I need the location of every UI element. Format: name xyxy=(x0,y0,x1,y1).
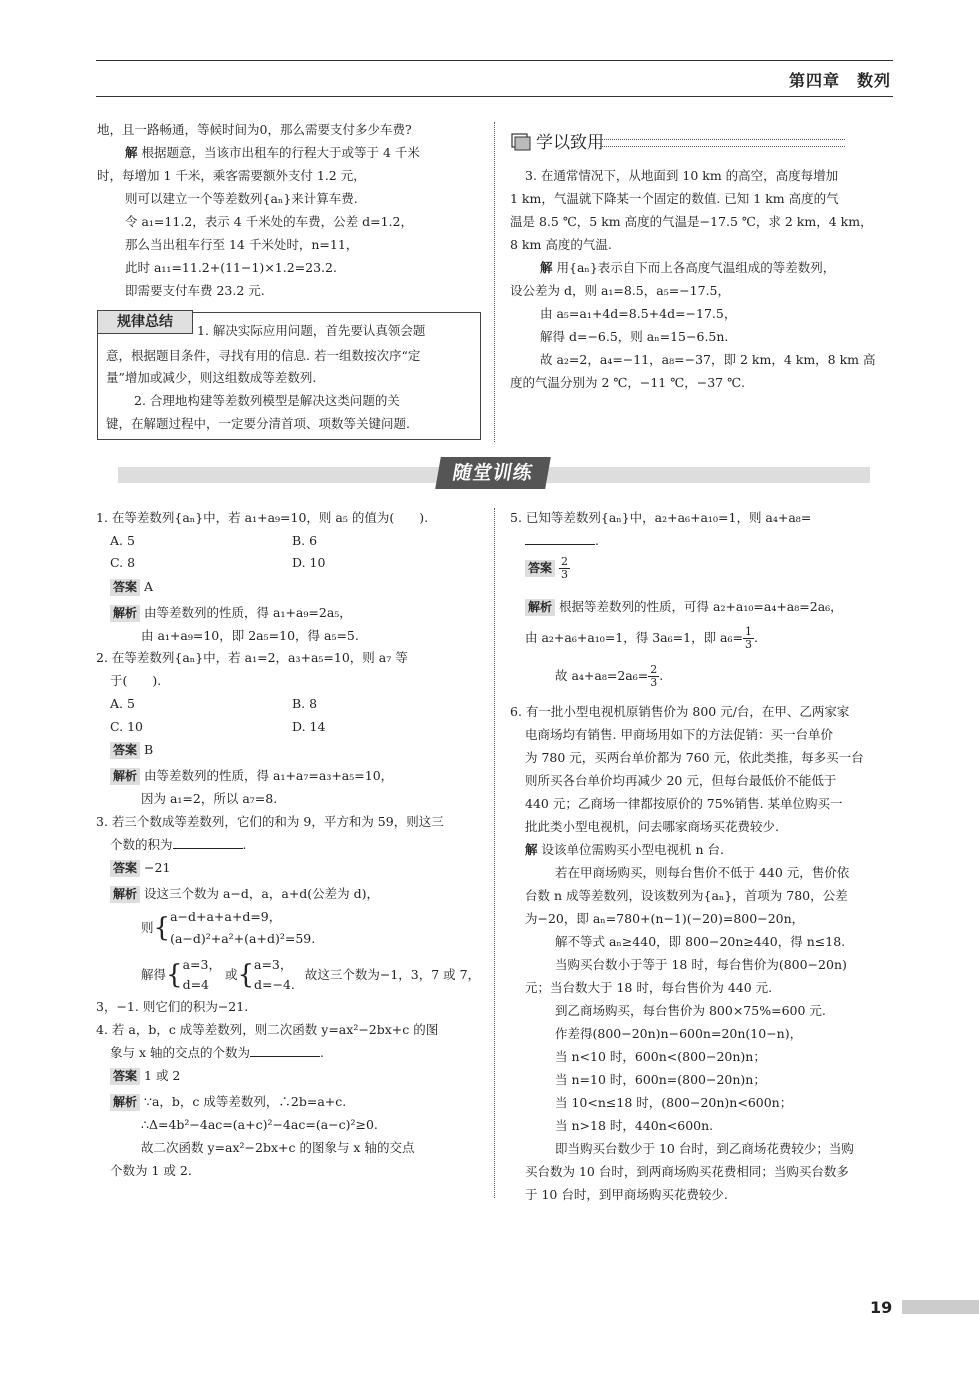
training-title: 随堂训练 xyxy=(435,457,551,489)
rule-line: 意，根据题目条件，寻找有用的信息. 若一组数按次序“定 xyxy=(106,348,421,363)
column-divider xyxy=(494,122,495,442)
analysis-line: 解析 根据等差数列的性质，可得 a₂+a₁₀=a₄+a₈=2a₆， xyxy=(525,597,843,617)
question-stem: 5. 已知等差数列{aₙ}中，a₂+a₆+a₁₀=1，则 a₄+a₈= xyxy=(510,510,812,525)
option: B. 6 xyxy=(292,533,318,548)
equation-system: 则{ a−d+a+a+d=9， (a−d)²+a²+(a+d)²=59. xyxy=(141,909,316,946)
analysis-line: 解析 由等差数列的性质，得 a₁+a₇=a₃+a₅=10， xyxy=(110,766,393,786)
analysis-line: ∴Δ=4b²−4ac=(a+c)²−4ac=(a−c)²≥0. xyxy=(141,1117,378,1132)
option: D. 10 xyxy=(292,555,326,570)
rule-line: 2. 合理地构建等差数列模型是解决这类问题的关 xyxy=(134,393,400,408)
apply-line: 故 a₂=2，a₄=−11，a₈=−37，即 2 km，4 km，8 km 高 xyxy=(540,352,876,367)
solution-label: 解 xyxy=(125,145,138,160)
notebook-icon xyxy=(510,131,532,151)
analysis-line: 解析 ∵a，b，c 成等差数列，∴2b=a+c. xyxy=(110,1092,346,1112)
solution-line: 若在甲商场购买，则每台售价不低于 440 元，售价依 xyxy=(555,865,850,880)
solution-line: 为−20，即 aₙ=780+(n−1)(−20)=800−20n， xyxy=(525,911,805,926)
analysis-line: 由 a₁+a₉=10，即 2a₅=10，得 a₅=5. xyxy=(141,628,359,643)
header-bottom-rule xyxy=(96,96,893,97)
apply-title-rule xyxy=(600,139,845,147)
question-stem: 为 780 元，买两台单价都为 760 元，依此类推，每多买一台 xyxy=(525,750,864,765)
analysis-line: 解析 由等差数列的性质，得 a₁+a₉=2a₅， xyxy=(110,603,352,623)
apply-line: 8 km 高度的气温. xyxy=(510,237,612,252)
apply-section-title: 学以致用 xyxy=(536,133,604,153)
text-line: 地，且一路畅通，等候时间为0，那么需要支付多少车费? xyxy=(97,122,412,137)
page-number: 19 xyxy=(870,1298,893,1317)
text-line: 时，每增加 1 千米，乘客需要额外支付 1.2 元， xyxy=(97,168,366,183)
solution-line: 当 10<n≤18 时，(800−20n)n<600n； xyxy=(555,1095,793,1110)
text-line: 解 根据题意，当该市出租车的行程大于或等于 4 千米 xyxy=(125,145,420,160)
option: C. 10 xyxy=(110,719,143,734)
question-stem: 批此类小型电视机，问去哪家商场买花费较少. xyxy=(525,819,779,834)
option: A. 5 xyxy=(110,696,135,711)
option: A. 5 xyxy=(110,533,135,548)
question-stem: 则所买各台单价均再减少 20 元，但每台最低价不能低于 xyxy=(525,773,837,788)
text-line: 即需要支付车费 23.2 元. xyxy=(125,283,265,298)
question-stem: 个数的积为 . xyxy=(110,837,247,852)
header-top-rule xyxy=(96,60,893,61)
solution-line: 当购买台数小于等于 18 时，每台售价为(800−20n) xyxy=(555,957,847,972)
option: D. 14 xyxy=(292,719,326,734)
question-stem: 3. 若三个数成等差数列，它们的和为 9，平方和为 59，则这三 xyxy=(96,814,444,829)
apply-line: 3. 在通常情况下，从地面到 10 km 的高空，高度每增加 xyxy=(525,168,839,183)
analysis-line: 个数为 1 或 2. xyxy=(110,1163,192,1178)
solution-line: 台数 n 成等差数列，设该数列为{aₙ}，首项为 780，公差 xyxy=(525,888,848,903)
analysis-line: 3，−1. 则它们的积为−21. xyxy=(96,999,249,1014)
question-stem: 于( ). xyxy=(110,673,162,688)
solution-line: 解不等式 aₙ≥440，即 800−20n≥440，得 n≤18. xyxy=(555,934,846,949)
solution-line: 元；当台数大于 18 时，每台售价为 440 元. xyxy=(525,980,773,995)
answer-line: 答案 −21 xyxy=(110,858,170,878)
question-stem: 1. 在等差数列{aₙ}中，若 a₁+a₉=10，则 a₅ 的值为( ). xyxy=(96,510,429,525)
answer-line: 答案 1 或 2 xyxy=(110,1066,180,1086)
analysis-line: 由 a₂+a₆+a₁₀=1，得 3a₆=1，即 a₆= $\frac{1}{3}$ . xyxy=(525,625,758,651)
solution-line: 买台数为 10 台时，到两商场购买花费相同；当购买台数多 xyxy=(525,1164,849,1179)
solution-line: 解 设该单位需购买小型电视机 n 台. xyxy=(525,842,724,857)
solution-line: 作差得(800−20n)n−600n=20n(10−n)， xyxy=(555,1026,803,1041)
answer-line: 答案 B xyxy=(110,740,153,760)
option: B. 8 xyxy=(292,696,318,711)
question-stem: 6. 有一批小型电视机原销售价为 800 元/台，在甲、乙两家家 xyxy=(510,704,850,719)
question-stem: 440 元；乙商场一律都按原价的 75%销售. 某单位购买一 xyxy=(525,796,843,811)
solution-line: 即当购买台数少于 10 台时，到乙商场花费较少；当购 xyxy=(555,1141,854,1156)
solution-line: 当 n=10 时，600n=(800−20n)n； xyxy=(555,1072,766,1087)
solution-line: 当 n>18 时，440n<600n. xyxy=(555,1118,714,1133)
apply-line: 由 a₅=a₁+4d=8.5+4d=−17.5， xyxy=(540,306,737,321)
rule-line: 键，在解题过程中，一定要分清首项、项数等关键问题. xyxy=(106,416,410,431)
rule-line: 1. 解决实际应用问题，首先要认真领会题 xyxy=(197,323,426,338)
question-stem: 2. 在等差数列{aₙ}中，若 a₁=2，a₃+a₅=10，则 a₇ 等 xyxy=(96,650,408,665)
question-stem: 象与 x 轴的交点的个数为 . xyxy=(110,1045,324,1060)
answer-line: 答案 $\frac{2}{3}$ xyxy=(525,556,570,581)
answer-blank: . xyxy=(525,531,599,551)
analysis-line: 故 a₄+a₈=2a₆= $\frac{2}{3}$ . xyxy=(555,663,664,689)
text-line: 令 a₁=11.2，表示 4 千米处的车费，公差 d=1.2， xyxy=(125,214,413,229)
option: C. 8 xyxy=(110,555,136,570)
analysis-line: 故二次函数 y=ax²−2bx+c 的图象与 x 轴的交点 xyxy=(141,1140,415,1155)
page-number-bar xyxy=(902,1300,979,1314)
question-stem: 电商场均有销售. 甲商场用如下的方法促销：买一台单价 xyxy=(525,727,833,742)
solution-line: 当 n<10 时，600n<(800−20n)n； xyxy=(555,1049,766,1064)
solution-line: 到乙商场购买，每台售价为 800×75%=600 元. xyxy=(555,1003,826,1018)
rule-summary-label: 规律总结 xyxy=(97,310,193,334)
column-divider xyxy=(494,508,495,1198)
apply-line: 度的气温分别为 2 ℃，−11 ℃，−37 ℃. xyxy=(510,375,746,390)
apply-line: 温是 8.5 ℃，5 km 高度的气温是−17.5 ℃，求 2 km，4 km， xyxy=(510,214,873,229)
rule-line: 量”增加或减少，则这组数成等差数列. xyxy=(106,370,317,385)
apply-line: 解 用{aₙ}表示自下而上各高度气温组成的等差数列， xyxy=(540,260,836,275)
text-line: 则可以建立一个等差数列{aₙ}来计算车费. xyxy=(125,191,358,206)
question-stem: 4. 若 a，b，c 成等差数列，则二次函数 y=ax²−2bx+c 的图 xyxy=(96,1022,439,1037)
text-line: 那么当出租车行至 14 千米处时，n=11， xyxy=(125,237,359,252)
apply-line: 1 km，气温就下降某一个固定的数值. 已知 1 km 高度的气 xyxy=(510,191,839,206)
analysis-line: 因为 a₁=2，所以 a₇=8. xyxy=(141,791,278,806)
analysis-line: 解析 设这三个数为 a−d，a，a+d(公差为 d)， xyxy=(110,884,379,904)
chapter-title: 第四章 数列 xyxy=(788,71,891,90)
solution-line: 于 10 台时，到甲商场购买花费较少. xyxy=(525,1187,728,1202)
answer-line: 答案 A xyxy=(110,577,153,597)
apply-line: 设公差为 d，则 a₁=8.5，a₅=−17.5， xyxy=(510,283,731,298)
apply-line: 解得 d=−6.5，则 aₙ=15−6.5n. xyxy=(540,329,729,344)
equation-system: 解得{ a=3， d=4 或{ a=3， d=−4. 故这三个数为−1，3，7 或 7， xyxy=(141,957,481,992)
text-line: 此时 a₁₁=11.2+(11−1)×1.2=23.2. xyxy=(125,260,337,275)
